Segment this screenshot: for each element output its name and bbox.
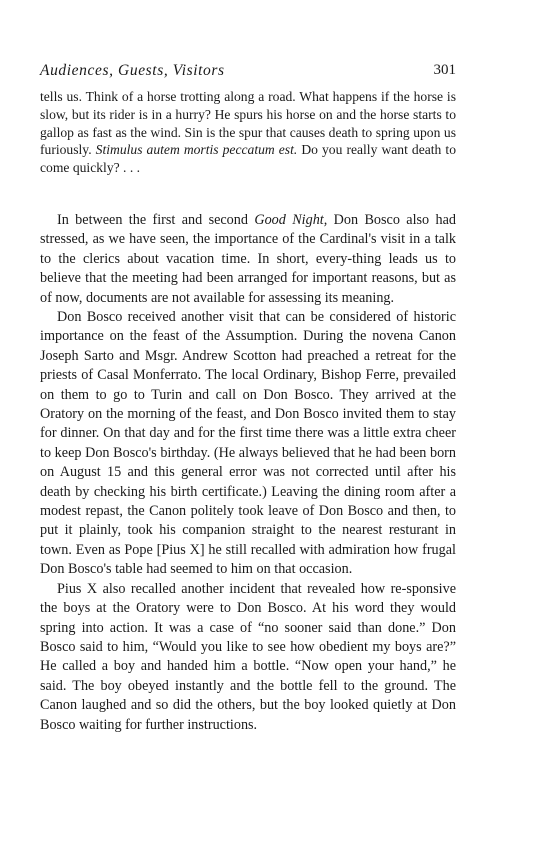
paragraph-3: Pius X also recalled another incident that revealed how re-sponsive the boys at the Oratory were to Don Bosco. At his word they would spring into action. It was a case of “no sooner said than done.” Don Bosco said to him, “Would you like to see how obedient my boys are?” He called a boy and handed him a bottle. “Now open your hand,” he said. The boy obeyed instantly and the bottle fell to the ground. The Canon laughed and so did the others, but the boy looked quietly at Don Bosco waiting for further instructions.: [40, 580, 456, 733]
page-header: [40, 62, 456, 86]
paragraph-1-italic: Good Night,: [254, 211, 328, 228]
page-number: 301: [433, 62, 456, 78]
quote-text-end: Do you really want death to come quickly? . . .: [40, 142, 456, 176]
paragraph-2: Don Bosco received another visit that can be considered of historic importance on the feast of the Assumption. During the novena Canon Joseph Sarto and Msgr. Andrew Scotton had preached a retreat for the priests of Casal Monferrato. The local Ordinary, Bishop Ferre, prevailed on them to go to Turin and call on Don Bosco. They arrived at the Oratory on the morning of the feast, and Don Bosco invited them to stay for dinner. On that day and for the first time there was a little extra cheer to keep Don Bosco's birthday. (He always believed that he had been born on August 15 and this general error was not corrected until after his death by checking his birth certificate.) Leaving the dining room after a modest repast, the Canon politely took leave of Don Bosco and then, to put it plainly, took his companion straight to the nearest resturant in town. Even as Pope [Pius X] he still recalled with admiration how frugal Don Bosco's table had seemed to him on that occasion.: [40, 309, 456, 578]
running-head: Audiences, Guests, Visitors: [40, 62, 225, 79]
paragraph-1-start: In between the first and second: [57, 211, 255, 228]
latin-quote: Stimulus autem mortis peccatum est.: [95, 142, 298, 158]
paragraph-1: [40, 211, 456, 308]
body-text: [40, 211, 456, 735]
book-page: [40, 62, 456, 735]
quoted-passage: [40, 88, 456, 177]
paragraph-1-rest: Don Bosco also had stressed, as we have seen, the importance of the Cardinal's visit in a talk to the clerics about vacation time. In short, every-thing leads us to believe that the meeting had been arranged for important reasons, but as of now, documents are not available for assessing its meaning.: [40, 211, 457, 306]
quote-text: tells us. Think of a horse trotting along a road. What happens if the horse is slow, but its rider is in a hurry? He spurs his horse on and the horse starts to gallop as fast as the wind. Sin is the spur that causes death to spring upon us furiously.: [40, 89, 456, 158]
